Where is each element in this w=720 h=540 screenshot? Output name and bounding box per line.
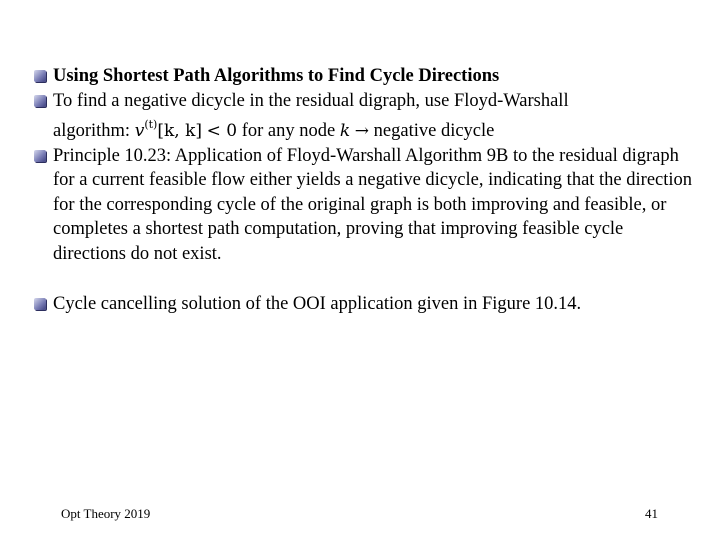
bullet-suffix-text: negative dicycle <box>373 121 495 141</box>
math-superscript: (t) <box>144 118 158 131</box>
bullet-heading-text: Using Shortest Path Algorithms to Find Cycle Directions <box>53 66 500 86</box>
bullet-list <box>34 64 694 317</box>
checkbox-bullet-icon <box>34 70 46 82</box>
bullet-principle-text: Principle 10.23: Application of Floyd-Warshall Algorithm 9B to the residual digraph for a current feasible flow either yields a negative dicycle, indicating that the direction for the corresponding cycle of the original graph is both improving and feasible, or completes a shortest path computation, proving that improving feasible cycle directions do not exist. <box>53 145 693 264</box>
footer-title: Opt Theory 2019 <box>61 506 151 521</box>
bullet-item-principle <box>34 144 694 267</box>
math-v: v <box>134 121 145 141</box>
bullet-item-heading <box>34 64 694 89</box>
bullet-mid-text: for any node <box>241 121 336 141</box>
bullet-line-2-prefix: algorithm: <box>53 121 131 141</box>
bullet-line-1: To find a negative dicycle in the residual digraph, use Floyd-Warshall <box>53 90 569 111</box>
page-number: 41 <box>645 506 658 521</box>
checkbox-bullet-icon <box>34 298 46 310</box>
math-k: k <box>339 121 351 141</box>
bullet-cycle-cancelling-text: Cycle cancelling solution of the OOI application given in Figure 10.14. <box>53 294 582 314</box>
math-index: [k, k] <box>157 121 203 141</box>
bullet-negative-dicycle-text <box>53 89 694 144</box>
math-relation: < 0 <box>206 121 238 141</box>
checkbox-bullet-icon <box>34 95 46 107</box>
checkbox-bullet-icon <box>34 150 46 162</box>
bullet-item-cycle-cancelling <box>34 292 694 317</box>
arrow-icon: → <box>354 121 370 141</box>
spacer <box>34 266 694 292</box>
bullet-item-negative-dicycle <box>34 89 694 144</box>
